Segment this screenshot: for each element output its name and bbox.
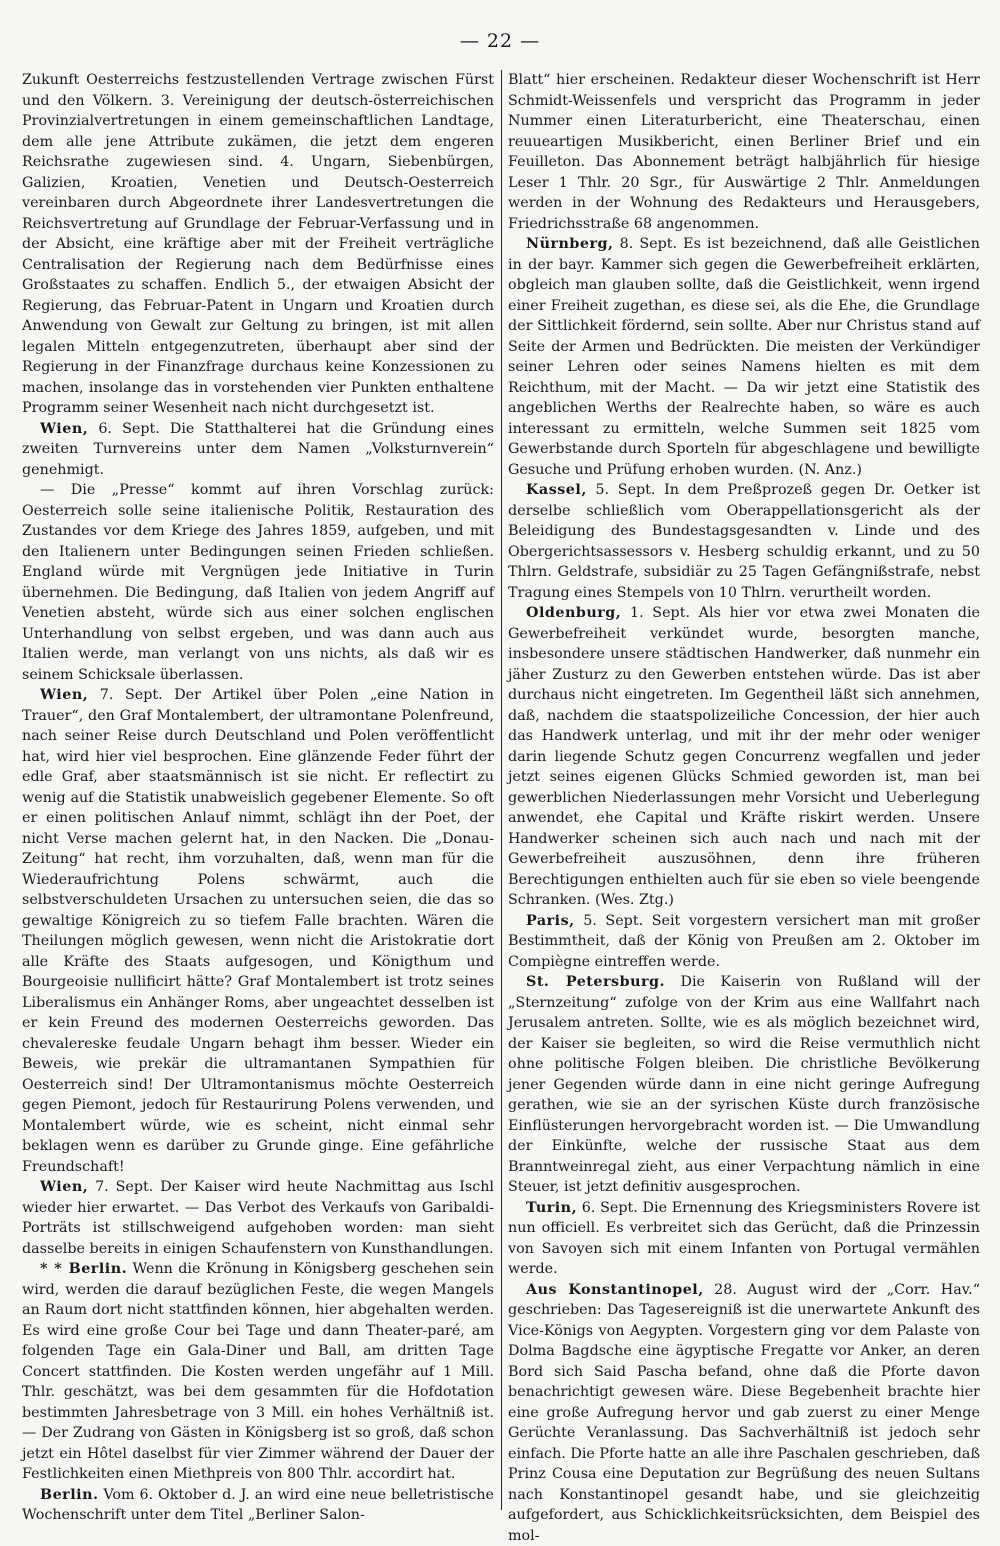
article-text: 6. Sept. Die Statthalterei hat die Gründung eines zweiten Turnvereins unter dem Namen „Volksturnverein“ genehmigt. [22,421,494,478]
article-paragraph [508,70,980,234]
article-text: Zukunft Oesterreichs festzustellenden Vertrage zwischen Fürst und den Völkern. 3. Vereinigung der deutsch-österreichischen Provinzialvertretungen in einem gemeinschaftlichen Landtage, dem alle jene Attribute zukämen, die jetzt dem engeren Reichsrathe zugewiesen sind. 4. Ungarn, Siebenbürgen, Galizien, Kroatien, Venetien und Deutsch-Oesterreich vereinbaren durch Abgeordnete ihrer Landesvertretungen die Reichsvertretung auf Grundlage der Februar-Verfassung und in der Absicht, eine kräftige aber mit der Freiheit verträgliche Centralisation der Regierung nach dem Bedürfnisse eines Großstaates zu schaffen. Endlich 5., der etwaigen Absicht der Regierung, das Februar-Patent in Ungarn und Kroatien durch Anwendung von Gewalt zur Geltung zu bringen, ist mit allen legalen Mitteln entgegenzutreten, überhaupt aber sind der Regierung in der Finanzfrage durchaus keine Konzessionen zu machen, insolange das in vorstehenden vier Punkten enthaltene Programm seiner Wesenheit nach nicht durchgesetzt ist. [22,72,494,416]
article-text: Die Kaiserin von Rußland will der „Sternzeitung“ zufolge von der Krim aus eine Wallfahrt nach Jerusalem antreten. Sollte, wie es als möglich bezeichnet wird, der Kaiser sie begleiten, so wird die Reise vermuthlich nicht ohne politische Folgen bleiben. Die christliche Bevölkerung jener Gegenden würde dann in eine nicht geringe Aufregung gerathen, wie sie an der syrischen Küste durch französische Einflüsterungen hervorgebracht worden ist. — Die Umwandlung der Einkünfte, welche der russische Staat aus dem Branntweinregal zieht, aus einer Verpachtung nämlich in eine Steuer, ist jetzt definitiv ausgesprochen. [508,974,980,1195]
article-text: 5. Sept. Seit vorgestern versichert man mit großer Bestimmtheit, daß der König von Preußen am 2. Oktober im Compiègne eintreffen werde. [508,913,980,970]
dateline: Turin, [526,1200,577,1216]
article-paragraph [508,234,980,480]
dateline: Oldenburg, [526,605,621,621]
dateline: Nürnberg, [526,236,614,252]
article-text: Vom 6. Oktober d. J. an wird eine neue belletristische Wochenschrift unter dem Titel „Berliner Salon- [22,1487,494,1524]
right-column [508,70,980,1510]
dateline: Wien, [40,421,88,437]
page-number: — 22 — [0,30,1000,52]
article-paragraph [22,1485,494,1526]
article-text: 5. Sept. In dem Preßprozeß gegen Dr. Oetker ist derselbe schließlich vom Oberappellationsgericht als der Beleidigung des Bundestagsgesandten v. Linde und des Obergerichtsassessors v. Hesberg schuldig erkannt, und zu 50 Thlrn. Geldstrafe, subsidiär zu 25 Tagen Gefängnißstrafe, nebst Tragung eines Stempels von 10 Thlrn. verurtheilt worden. [508,482,980,601]
dateline: Kassel, [526,482,587,498]
article-paragraph [22,1259,494,1485]
article-text: 7. Sept. Der Kaiser wird heute Nachmittag aus Ischl wieder hier erwartet. — Das Verbot des Verkaufs von Garibaldi-Porträts ist stillschweigend aufgehoben worden: man sieht dasselbe bereits in einigen Schaufenstern von Kunsthandlungen. [22,1179,494,1257]
left-column [22,70,494,1510]
article-text: 28. August wird der „Corr. Hav.“ geschrieben: Das Tagesereigniß ist die unerwartete Ankunft des Vice-Königs von Aegypten. Vorgestern ging vor dem Palaste von Dolma Bagdsche eine ägyptische Fregatte vor Anker, an deren Bord sich Said Pascha befand, ohne daß die Pforte davon benachrichtigt gewesen wäre. Diese Begebenheit brachte hier eine große Aufregung hervor und gab zuerst zu einer Menge Gerüchte Veranlassung. Das Sachverhältniß ist jedoch sehr einfach. Die Pforte hatte an alle ihre Paschalen geschrieben, daß Prinz Cousa eine Deputation zur Begrüßung des neuen Sultans nach Konstantinopel gesandt habe, und sie gleichzeitig aufgefordert, aus Schicklichkeitsrücksichten, dem Beispiel des mol- [508,1282,980,1544]
dateline: Aus Konstantinopel, [526,1282,704,1298]
article-text: 6. Sept. Die Ernennung des Kriegsministers Rovere ist nun officiell. Es verbreitet sich das Gerücht, daß die Prinzessin von Savoyen sich mit einem Infanten von Portugal vermählen werde. [508,1200,980,1278]
article-paragraph [508,911,980,973]
article-paragraph [508,972,980,1198]
article-text: 8. Sept. Es ist bezeichnend, daß alle Geistlichen in der bayr. Kammer sich gegen die Gewerbefreiheit erklärten, obgleich man glauben sollte, daß die Geistlichkeit, wenn irgend einer Freiheit zugethan, es diese sei, als die Ehe, die Grundlage der Sittlichkeit fördernd, sein sollte. Aber nur Christus stand auf Seite der Armen und Bedrückten. Die meisten der Verkündiger seiner Lehren oder seines Namens hielten es mit dem Reichthum, mit der Macht. — Da wir jetzt eine Statistik des angeblichen Werths der Realrechte haben, so wäre es auch interessant zu ermitteln, welche Summen seit 1825 vom Gewerbstande durch Sporteln für abgeschlagene und bewilligte Gesuche und Prüfung erhoben wurden. (N. Anz.) [508,236,980,478]
article-paragraph [22,1177,494,1259]
article-text: 1. Sept. Als hier vor etwa zwei Monaten die Gewerbefreiheit verkündet wurde, besorgten manche, insbesondere unsere städtischen Handwerker, daß nunmehr ein jäher Zusturz zu den Gewerben entstehen würde. Das ist aber durchaus nicht eingetreten. Im Gegentheil läßt sich annehmen, daß, nachdem die staatspolizeiliche Concession, der hier auch das Handwerk unterlag, und mit ihr der mehr oder weniger darin liegende Schutz gegen Concurrenz wegfallen und jeder jetzt seines eigenen Glücks Schmied geworden ist, man bei gewerblichen Niederlassungen mehr Vorsicht und Ueberlegung anwendet, ehe Capital und Kräfte riskirt werden. Unsere Handwerker scheinen sich auch nach und nach mit der Gewerbefreiheit auszusöhnen, denn ihre früheren Berechtigungen enthielten auch für sie eben so viele beengende Schranken. (Wes. Ztg.) [508,605,980,908]
dateline: Berlin. [40,1487,98,1503]
dateline: St. Petersburg. [526,974,665,990]
article-text: 7. Sept. Der Artikel über Polen „eine Nation in Trauer“, den Graf Montalembert, der ultramontane Polenfreund, nach seiner Reise durch Deutschland und Polen veröffentlicht hat, wird hier viel besprochen. Eine glänzende Feder führt der edle Graf, aber staatsmännisch ist sie nicht. Er reflectirt zu wenig auf die Statistik unabweislich gegebener Elemente. So oft er einen politischen Anlauf nimmt, schlägt ihn der Poet, der nicht Verse machen gelernt hat, in den Nacken. Die „Donau-Zeitung“ hat recht, ihm vorzuhalten, daß, wenn man für die Wiederaufrichtung Polens schwärmt, auch die selbstverschuldeten Ursachen zu untersuchen seien, die das so gewaltige Königreich zu so tiefem Falle brachten. Wären die Theilungen möglich gewesen, wenn nicht die Aristokratie dort alle Kräfte des Staats aufgesogen, und Königthum und Bourgeoisie nullificirt hätte? Graf Montalembert ist trotz seines Liberalismus ein Anhänger Roms, aber ungeachtet desselben ist er kein Freund des modernen Oesterreichs geworden. Das chevalereske feudale Ungarn behagt ihm besser. Wieder ein Beweis, wie prekär die ultramantanen Sympathien für Oesterreich sind! Der Ultramontanismus möchte Oesterreich gegen Piemont, jedoch für Restaurirung Polens verwenden, und Montalembert würde, wie es scheint, nicht einmal sehr beklagen wenn es darüber zu Grunde ginge. Eine gefährliche Freundschaft! [22,687,494,1175]
article-text: Wenn die Krönung in Königsberg geschehen sein wird, werden die darauf bezüglichen Feste, die wegen Mangels an Raum dort nicht stattfinden können, hier abgehalten werden. Es wird eine große Cour bei Tage und dann Theater-paré, am folgenden Tage ein Gala-Diner und Ball, am dritten Tage Concert stattfinden. Die Kosten werden ungefähr auf 1 Mill. Thlr. geschätzt, was bei dem gesammten für die Hofdotation bestimmten Jahresbetrage von 3 Mill. ein hohes Verhältniß ist. — Der Zudrang von Gästen in Königsberg ist so groß, daß schon jetzt ein Hôtel daselbst für vier Zimmer während der Dauer der Festlichkeiten einen Miethpreis von 800 Thlr. accordirt hat. [22,1261,494,1482]
dateline: Wien, [40,1179,88,1195]
article-paragraph [22,419,494,481]
article-paragraph [508,603,980,911]
column-divider [501,70,502,1510]
article-paragraph [508,1280,980,1546]
article-text: Blatt“ hier erscheinen. Redakteur dieser Wochenschrift ist Herr Schmidt-Weissenfels und verspricht das Programm in jeder Nummer einen Literaturbericht, eine Theaterschau, einen reuueartigen Musikbericht, einen Berliner Brief und ein Feuilleton. Das Abonnement beträgt halbjährlich für hiesige Leser 1 Thlr. 20 Sgr., für Auswärtige 2 Thlr. Anmeldungen werden in der Wohnung des Redakteurs und Herausgebers, Friedrichsstraße 68 angenommen. [508,72,980,232]
article-paragraph [508,480,980,603]
dateline: Paris, [526,913,575,929]
article-text: — Die „Presse“ kommt auf ihren Vorschlag zurück: Oesterreich solle seine italienische Politik, Restauration des Zustandes vor dem Kriege des Jahres 1859, aufgeben, und mit den Italienern unter Bedingungen seinen Frieden schließen. England würde mit Vergnügen jede Initiative in Turin übernehmen. Die Bedingung, daß Italien von jedem Angriff auf Venetien absteht, würde sich aus einer solchen englischen Unterhandlung von selbst ergeben, und was dann auch aus Italien werde, man verlangt von uns nichts, als daß wir es seinem Schicksale überlassen. [22,482,494,683]
article-paragraph [508,1198,980,1280]
article-paragraph [22,70,494,419]
article-paragraph [22,685,494,1177]
dateline: Wien, [40,687,88,703]
article-paragraph [22,480,494,685]
dateline: * * Berlin. [40,1261,127,1277]
